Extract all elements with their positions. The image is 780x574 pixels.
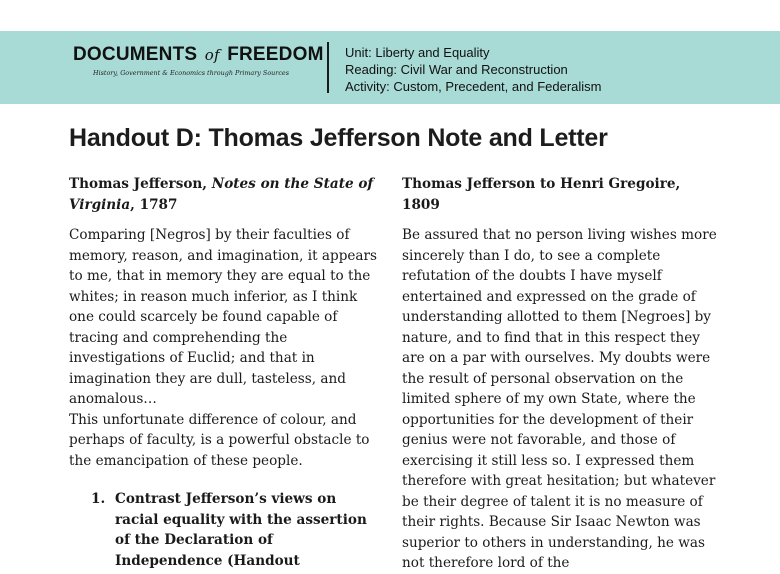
brand-logo: [73, 44, 323, 77]
header-band: [0, 31, 780, 104]
reading-label: Reading: Civil War and Reconstruction: [345, 62, 568, 77]
brand-documents: DOCUMENTS: [73, 44, 198, 65]
left-heading-work: Notes on the State of Virginia: [69, 176, 374, 213]
left-heading-year: , 1787: [130, 196, 178, 213]
left-heading: [69, 174, 381, 215]
left-column: [69, 174, 381, 571]
brand-freedom: FREEDOM: [227, 44, 324, 65]
question-text: Contrast Jefferson’s views on racial equality with the assertion of the Declaration of Independence (Handout: [115, 491, 367, 569]
left-heading-author: Thomas Jefferson,: [69, 176, 208, 192]
activity-label: Activity: Custom, Precedent, and Federalism: [345, 79, 602, 94]
right-heading: Thomas Jefferson to Henri Gregoire, 1809: [402, 176, 681, 213]
handout-title: Handout D: Thomas Jefferson Note and Letter: [69, 124, 608, 152]
question-item: [69, 489, 381, 571]
right-paragraph: Be assured that no person living wishes more sincerely than I do, to see a complete refutation of the doubts I have myself entertained and expressed on the grade of understanding allotted to them [Negroes] by nature, and to find that in this respect they are on a par with ourselves. My doubts were the result of personal observation on the limited sphere of my own State, where the opportunities for the development of their genius were not favorable, and those of exercising it still less so. I expressed them therefore with great hesitation; but whatever be their degree of talent it is no measure of their rights. Because Sir Isaac Newton was superior to others in understanding, he was not therefore lord of the: [402, 227, 717, 571]
left-paragraph-2: This unfortunate difference of colour, and perhaps of faculty, is a powerful obstacle to the emancipation of these people.: [69, 411, 370, 469]
brand-subtitle: History, Government & Economics through Primary Sources: [93, 69, 289, 77]
brand-of: of: [204, 46, 220, 64]
right-column: [402, 174, 720, 574]
left-paragraph-1: Comparing [Negros] by their faculties of memory, reason, and imagination, it appears to me, that in memory they are equal to the whites; in reason much inferior, as I think one could scarcely be found capable of tracing and comprehending the investigations of Euclid; and that in imagination they are dull, tasteless, and anomalous…: [69, 227, 378, 407]
brand-title: [73, 44, 323, 66]
header-meta: [345, 44, 602, 95]
unit-label: Unit: Liberty and Equality: [345, 45, 490, 60]
question-number: 1.: [91, 491, 106, 507]
header-divider: [327, 42, 329, 93]
